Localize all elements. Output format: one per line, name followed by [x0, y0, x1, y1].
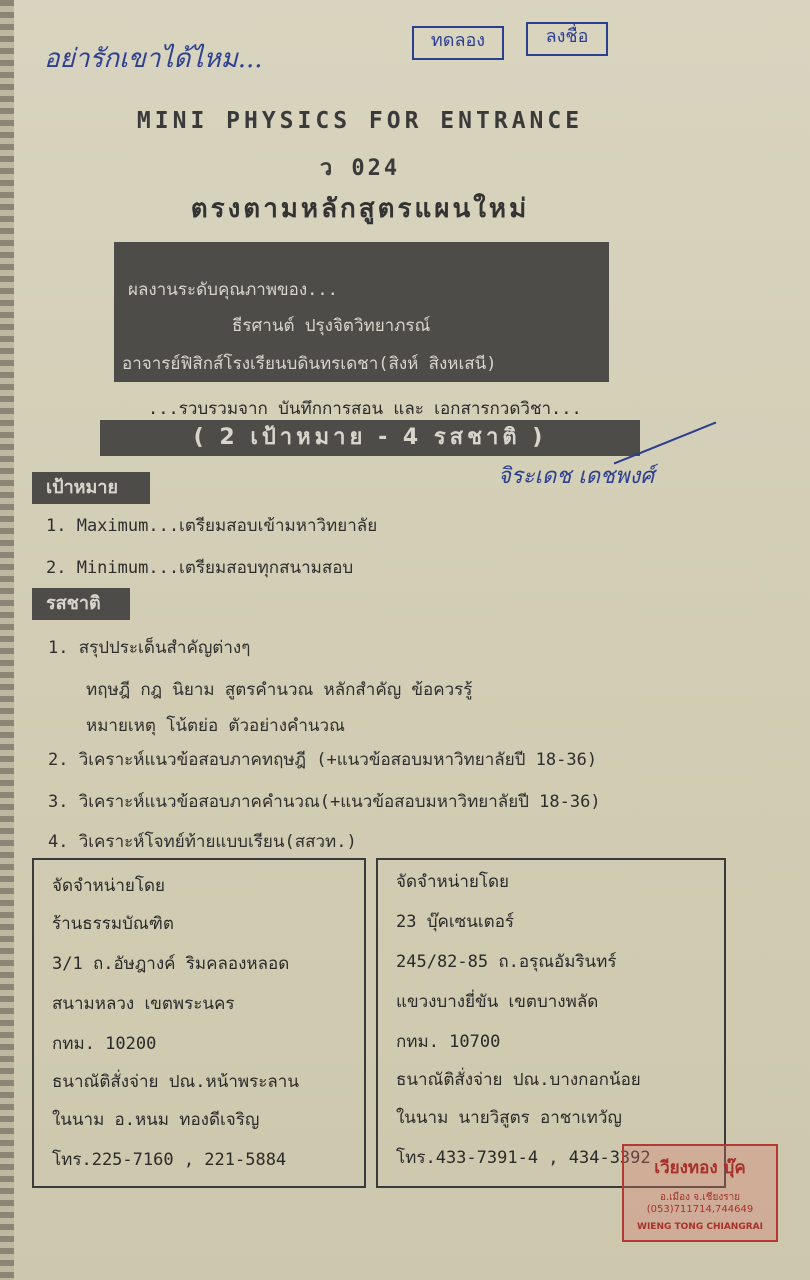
- flavor-item: 3. วิเคราะห์แนวข้อสอบภาคคำนวณ(+แนวข้อสอบมหาวิทยาลัยปี 18-36): [48, 792, 601, 812]
- distributor-name: 23 บุ๊คเซนเตอร์: [396, 912, 515, 932]
- compiled-from-note: ...รวบรวมจาก บันทึกการสอน และ เอกสารกวดวิชา...: [148, 399, 582, 419]
- goal-item: 2. Minimum...เตรียมสอบทุกสนามสอบ: [46, 558, 354, 578]
- goals-heading: เป้าหมาย: [32, 472, 150, 504]
- flavor-item: 4. วิเคราะห์โจทย์ท้ายแบบเรียน(สสวท.): [48, 832, 357, 852]
- distributor-city: กทม. 10200: [52, 1034, 157, 1054]
- stamp-shop-name: เวียงทอง บุ๊ค: [654, 1158, 746, 1178]
- handwritten-scribble-2: ลงชื่อ: [526, 22, 608, 56]
- distributor-payee: ในนาม อ.หนม ทองดีเจริญ: [52, 1110, 260, 1130]
- bookshop-stamp: [622, 1144, 778, 1242]
- distributor-city: กทม. 10700: [396, 1032, 501, 1052]
- distributor-heading: จัดจำหน่ายโดย: [396, 872, 509, 892]
- handwritten-scribble-1: ทดลอง: [412, 26, 504, 60]
- distributor-name: ร้านธรรมบัณฑิต: [52, 914, 174, 934]
- goal-item: 1. Maximum...เตรียมสอบเข้ามหาวิทยาลัย: [46, 516, 378, 536]
- flavor-item: 1. สรุปประเด็นสำคัญต่างๆ: [48, 638, 251, 658]
- flavor-subitem: หมายเหตุ โน้ตย่อ ตัวอย่างคำนวณ: [86, 716, 345, 736]
- distributor-box-1: [32, 858, 366, 1188]
- distributor-address: สนามหลวง เขตพระนคร: [52, 994, 235, 1014]
- flavor-item: 2. วิเคราะห์แนวข้อสอบภาคทฤษฎี (+แนวข้อสอบมหาวิทยาลัยปี 18-36): [48, 750, 598, 770]
- distributor-box-2: [376, 858, 726, 1188]
- distributor-address: 245/82-85 ถ.อรุณอัมรินทร์: [396, 952, 617, 972]
- distributor-phone: โทร.225-7160 , 221-5884: [52, 1150, 287, 1170]
- distributor-phone: โทร.433-7391-4 , 434-3392: [396, 1148, 651, 1168]
- author-box: [114, 242, 609, 382]
- flavor-subitem: ทฤษฎี กฎ นิยาม สูตรคำนวณ หลักสำคัญ ข้อควรรู้: [86, 680, 473, 700]
- handwritten-note: อย่ารักเขาได้ไหม...: [44, 44, 263, 74]
- stamp-shop-name-en: WIENG TONG CHIANGRAI: [637, 1222, 763, 1232]
- goals-flavors-banner: ( 2 เป้าหมาย - 4 รสชาติ ): [100, 420, 640, 456]
- curriculum-subtitle: ตรงตามหลักสูตรแผนใหม่: [190, 194, 530, 224]
- distributor-address: 3/1 ถ.อัษฎางค์ ริมคลองหลอด: [52, 954, 290, 974]
- distributor-address: แขวงบางยี่ขัน เขตบางพลัด: [396, 992, 599, 1012]
- distributor-money-order: ธนาณัติสั่งจ่าย ปณ.หน้าพระลาน: [52, 1072, 299, 1092]
- book-title: MINI PHYSICS FOR ENTRANCE: [136, 108, 584, 134]
- stamp-phone: (053)711714,744649: [646, 1204, 754, 1215]
- flavors-heading: รสชาติ: [32, 588, 130, 620]
- distributor-money-order: ธนาณัติสั่งจ่าย ปณ.บางกอกน้อย: [396, 1070, 641, 1090]
- author-affiliation: อาจารย์ฟิสิกส์โรงเรียนบดินทรเดชา(สิงห์ สิงหเสนี): [122, 354, 497, 374]
- author-name: ธีรศานต์ ปรุงจิตวิทยาภรณ์: [232, 316, 431, 336]
- stamp-district: อ.เมือง จ.เชียงราย: [659, 1192, 741, 1203]
- author-intro: ผลงานระดับคุณภาพของ...: [128, 280, 338, 300]
- handwritten-signature: จิระเดช เดชพงศ์: [498, 464, 655, 489]
- distributor-payee: ในนาม นายวิสูตร อาชาเทวัญ: [396, 1108, 622, 1128]
- course-code: ว 024: [319, 156, 401, 181]
- distributor-heading: จัดจำหน่ายโดย: [52, 876, 165, 896]
